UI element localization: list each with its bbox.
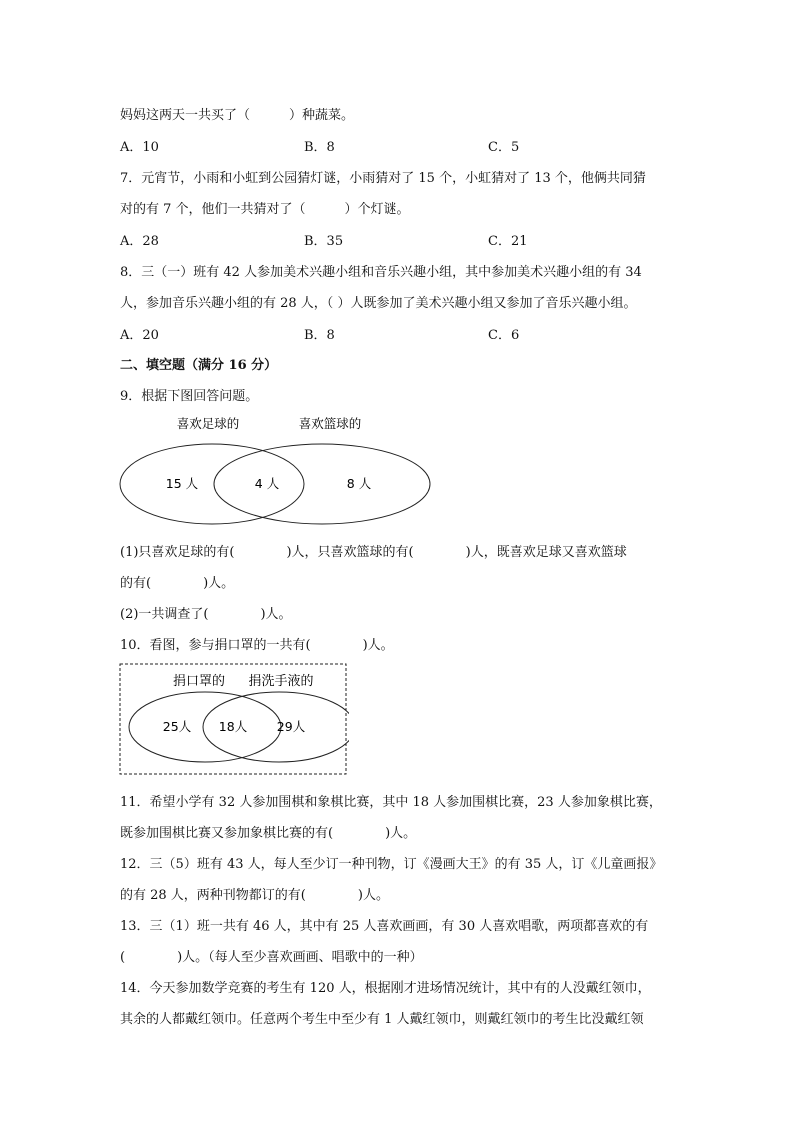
- q13-line1: 13．三（1）班一共有 46 人，其中有 25 人喜欢画画，有 30 人喜欢唱歌，两项都喜欢的有: [120, 919, 649, 934]
- q9-value-both: 4 人: [254, 476, 280, 491]
- q8-line1: 8．三（一）班有 42 人参加美术兴趣小组和音乐兴趣小组，其中参加美术兴趣小组的有 34: [120, 265, 642, 280]
- q10-value-both: 18人: [218, 719, 248, 734]
- q10-label-handwash: 捐洗手液的: [248, 674, 314, 689]
- q7-line2: 对的有 7 个，他们一共猜对了（ ）个灯谜。: [120, 202, 410, 217]
- q8-option-a: A．20: [120, 328, 159, 343]
- q10-value-left: 25人: [162, 719, 192, 734]
- q6-text: 妈妈这两天一共买了（ ）种蔬菜。: [120, 108, 355, 123]
- q9-value-right: 8 人: [346, 476, 372, 491]
- section-heading: 二、填空题（满分 16 分）: [120, 358, 278, 373]
- q6-option-a: A．10: [120, 140, 159, 155]
- q9-value-left: 15 人: [165, 476, 199, 491]
- q7-options: [120, 230, 680, 248]
- q7-option-a: A．28: [120, 234, 159, 249]
- q11-line2: 既参加围棋比赛又参加象棋比赛的有( )人。: [120, 826, 417, 841]
- q12-line2: 的有 28 人，两种刊物都订的有( )人。: [120, 888, 389, 903]
- q14-line1: 14．今天参加数学竞赛的考生有 120 人，根据刚才进场情况统计，其中有的人没戴红领巾，: [120, 981, 651, 996]
- q9-label-basketball: 喜欢篮球的: [298, 416, 362, 431]
- q10-label-masks: 捐口罩的: [172, 674, 226, 689]
- q9-sub2: (2)一共调查了( )人。: [120, 607, 292, 622]
- q6-option-c: C．5: [488, 140, 520, 155]
- q10-circle-left: [129, 692, 281, 762]
- q8-option-b: B．8: [304, 328, 335, 343]
- q12-line1: 12．三（5）班有 43 人，每人至少订一种刊物，订《漫画大王》的有 35 人，订《儿童画报》: [120, 857, 663, 872]
- q9-sub1-line2: 的有( )人。: [120, 576, 235, 591]
- q10-stem: 10．看图，参与捐口罩的一共有( )人。: [120, 638, 394, 653]
- q8-options: [120, 324, 680, 342]
- q13-line2: ( )人。（每人至少喜欢画画、唱歌中的一种）: [120, 950, 423, 965]
- q6-option-b: B．8: [304, 140, 335, 155]
- q9-circle-right: [214, 444, 430, 524]
- q11-line1: 11．希望小学有 32 人参加围棋和象棋比赛，其中 18 人参加围棋比赛，23 人参加象棋比赛，: [120, 795, 662, 810]
- q6-options: [120, 136, 680, 154]
- q9-stem: 9．根据下图回答问题。: [120, 389, 259, 404]
- q9-label-football: 喜欢足球的: [176, 416, 240, 431]
- q7-line1: 7．元宵节，小雨和小虹到公园猜灯谜，小雨猜对了 15 个，小虹猜对了 13 个，他俩共同猜: [120, 171, 646, 186]
- q7-option-c: C．21: [488, 234, 528, 249]
- q8-option-c: C．6: [488, 328, 520, 343]
- q7-option-b: B．35: [304, 234, 344, 249]
- q10-value-right: 29人: [276, 719, 306, 734]
- q14-line2: 其余的人都戴红领巾。任意两个考生中至少有 1 人戴红领巾，则戴红领巾的考生比没戴红领: [120, 1012, 644, 1027]
- q8-line2: 人，参加音乐兴趣小组的有 28 人，（ ）人既参加了美术兴趣小组又参加了音乐兴趣小组。: [120, 296, 637, 311]
- q9-sub1-line1: (1)只喜欢足球的有( )人，只喜欢篮球的有( )人，既喜欢足球又喜欢篮球: [120, 545, 627, 560]
- q9-venn-diagram: [110, 410, 440, 532]
- q10-venn-diagram: [119, 663, 349, 777]
